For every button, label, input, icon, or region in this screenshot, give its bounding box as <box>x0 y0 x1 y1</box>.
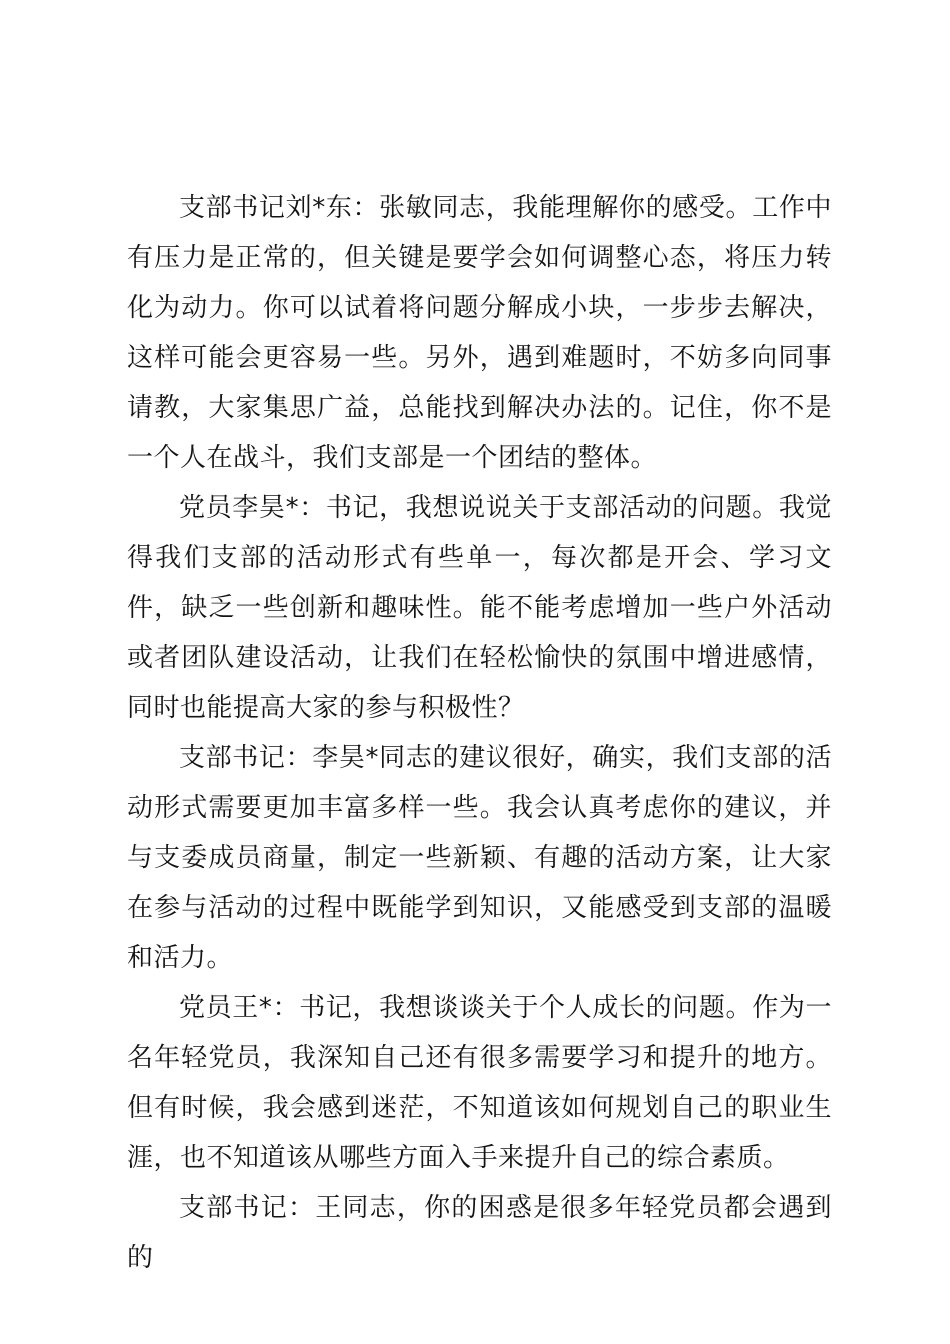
document-body <box>127 183 832 1283</box>
paragraph-member-wang: 党员王*：书记，我想谈谈关于个人成长的问题。作为一名年轻党员，我深知自己还有很多需要学习和提升的地方。但有时候，我会感到迷茫，不知道该如何规划自己的职业生涯，也不知道该从哪些方面入手来提升自己的综合素质。 <box>127 993 832 1173</box>
paragraph-secretary-liu: 支部书记刘*东：张敏同志，我能理解你的感受。工作中有压力是正常的，但关键是要学会如何调整心态，将压力转化为动力。你可以试着将问题分解成小块，一步步去解决，这样可能会更容易一些。另外，遇到难题时，不妨多向同事请教，大家集思广益，总能找到解决办法的。记住，你不是一个人在战斗，我们支部是一个团结的整体。 <box>127 193 832 473</box>
paragraph-secretary-reply-wang: 支部书记：王同志，你的困惑是很多年轻党员都会遇到的 <box>127 1193 832 1273</box>
paragraph-secretary-reply-li: 支部书记：李昊*同志的建议很好，确实，我们支部的活动形式需要更加丰富多样一些。我会认真考虑你的建议，并与支委成员商量，制定一些新颖、有趣的活动方案，让大家在参与活动的过程中既能学到知识，又能感受到支部的温暖和活力。 <box>127 743 832 973</box>
paragraph-member-li: 党员李昊*：书记，我想说说关于支部活动的问题。我觉得我们支部的活动形式有些单一，每次都是开会、学习文件，缺乏一些创新和趣味性。能不能考虑增加一些户外活动或者团队建设活动，让我们在轻松愉快的氛围中增进感情，同时也能提高大家的参与积极性？ <box>127 493 832 723</box>
